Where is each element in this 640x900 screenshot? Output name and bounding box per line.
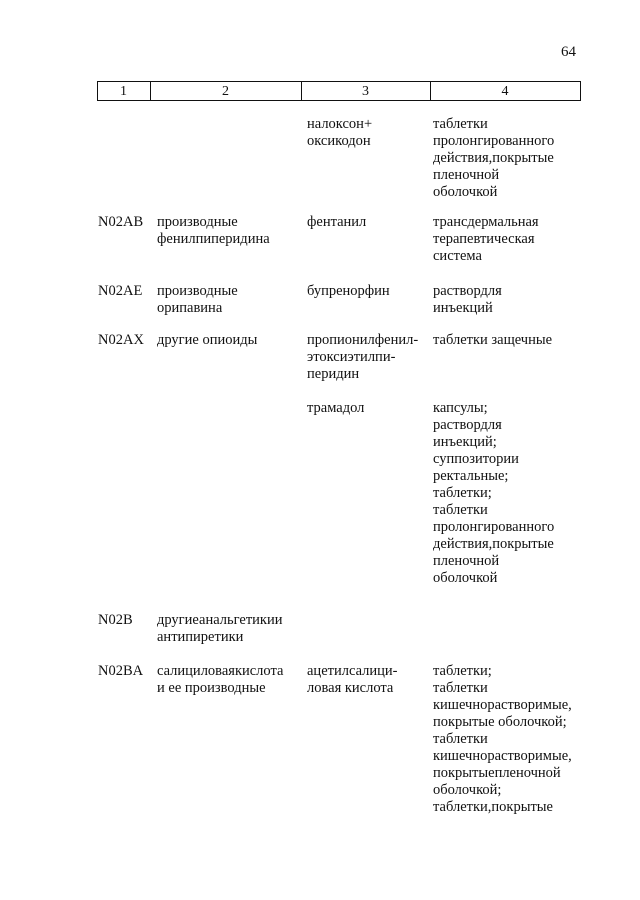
dosage-form-line: раствордля	[433, 417, 502, 433]
dosage-form-line: действия,покрытые	[433, 536, 554, 552]
page-number: 64	[561, 44, 576, 60]
group-name-line: производные	[157, 283, 238, 299]
dosage-form-line: терапевтическая	[433, 231, 535, 247]
header-cell-4: 4	[501, 84, 509, 99]
dosage-form-cell	[433, 400, 579, 587]
atx-code-cell	[98, 332, 154, 349]
dosage-form-line: кишечнорастворимые,	[433, 748, 572, 764]
header-bottom-rule	[97, 100, 581, 101]
atx-code-cell	[98, 214, 154, 231]
header-top-rule	[97, 81, 581, 82]
dosage-form-cell	[433, 283, 579, 317]
atx-code-cell	[98, 283, 154, 300]
dosage-form-cell	[433, 116, 579, 201]
dosage-form-line: ректальные;	[433, 468, 509, 484]
dosage-form-cell	[433, 332, 579, 349]
dosage-form-line: пролонгированного	[433, 133, 555, 149]
dosage-form-line: таблетки	[433, 680, 488, 696]
substance-name-cell	[307, 214, 427, 231]
substance-name-cell	[307, 663, 427, 697]
group-name-line: и ее производные	[157, 680, 266, 696]
substance-name-line: этоксиэтилпи-	[307, 349, 396, 365]
atx-code: N02AE	[98, 283, 143, 299]
dosage-form-line: оболочкой	[433, 570, 498, 586]
substance-name-line: пропионилфенил-	[307, 332, 419, 348]
group-name-line: производные	[157, 214, 238, 230]
header-cell-1: 1	[120, 84, 127, 99]
dosage-form-line: оболочкой	[433, 184, 498, 200]
substance-name-line: фентанил	[307, 214, 367, 230]
group-name-line: другие опиоиды	[157, 332, 258, 348]
group-name-line: орипавина	[157, 300, 223, 316]
substance-name-line: ацетилсалици-	[307, 663, 398, 679]
dosage-form-line: система	[433, 248, 482, 264]
group-name-cell	[157, 283, 303, 317]
substance-name-line: ловая кислота	[307, 680, 394, 696]
dosage-form-line: таблетки;	[433, 485, 492, 501]
substance-name-cell	[307, 332, 427, 383]
dosage-form-line: таблетки	[433, 731, 488, 747]
group-name-cell	[157, 332, 303, 349]
dosage-form-line: раствордля	[433, 283, 502, 299]
substance-name-cell	[307, 400, 427, 417]
dosage-form-line: таблетки	[433, 502, 488, 518]
dosage-form-line: таблетки,покрытые	[433, 799, 553, 815]
dosage-form-line: инъекций	[433, 300, 493, 316]
dosage-form-line: кишечнорастворимые,	[433, 697, 572, 713]
dosage-form-line: трансдермальная	[433, 214, 539, 230]
substance-name-line: налоксон+	[307, 116, 373, 132]
dosage-form-line: пленочной	[433, 167, 500, 183]
group-name-line: фенилпиперидина	[157, 231, 270, 247]
dosage-form-line: капсулы;	[433, 400, 488, 416]
header-cell-2: 2	[222, 84, 229, 99]
group-name-line: салициловаякислота	[157, 663, 284, 679]
atx-code-cell	[98, 612, 154, 629]
substance-name-line: оксикодон	[307, 133, 371, 149]
dosage-form-line: покрытые оболочкой;	[433, 714, 567, 730]
group-name-line: другиеанальгетикии	[157, 612, 283, 628]
dosage-form-line: покрытыепленочной	[433, 765, 561, 781]
dosage-form-line: суппозитории	[433, 451, 519, 467]
table-header-row	[97, 81, 581, 101]
group-name-cell	[157, 663, 303, 697]
atx-code: N02AX	[98, 332, 144, 348]
dosage-form-cell	[433, 214, 579, 265]
group-name-line: антипиретики	[157, 629, 244, 645]
dosage-form-line: таблетки защечные	[433, 332, 553, 348]
dosage-form-line: таблетки;	[433, 663, 492, 679]
atx-code: N02AB	[98, 214, 144, 230]
dosage-form-cell	[433, 663, 579, 816]
atx-code: N02B	[98, 612, 133, 628]
substance-name-line: трамадол	[307, 400, 365, 416]
dosage-form-line: инъекций;	[433, 434, 497, 450]
dosage-form-line: пленочной	[433, 553, 500, 569]
atx-code: N02BA	[98, 663, 144, 679]
group-name-cell	[157, 214, 303, 248]
substance-name-cell	[307, 116, 427, 150]
header-cell-3: 3	[362, 84, 369, 99]
dosage-form-line: пролонгированного	[433, 519, 555, 535]
group-name-cell	[157, 612, 303, 646]
header-divider	[580, 81, 581, 101]
substance-name-cell	[307, 283, 427, 300]
substance-name-line: перидин	[307, 366, 360, 382]
dosage-form-line: действия,покрытые	[433, 150, 554, 166]
dosage-form-line: таблетки	[433, 116, 488, 132]
atx-code-cell	[98, 663, 154, 680]
substance-name-line: бупренорфин	[307, 283, 390, 299]
dosage-form-line: оболочкой;	[433, 782, 502, 798]
